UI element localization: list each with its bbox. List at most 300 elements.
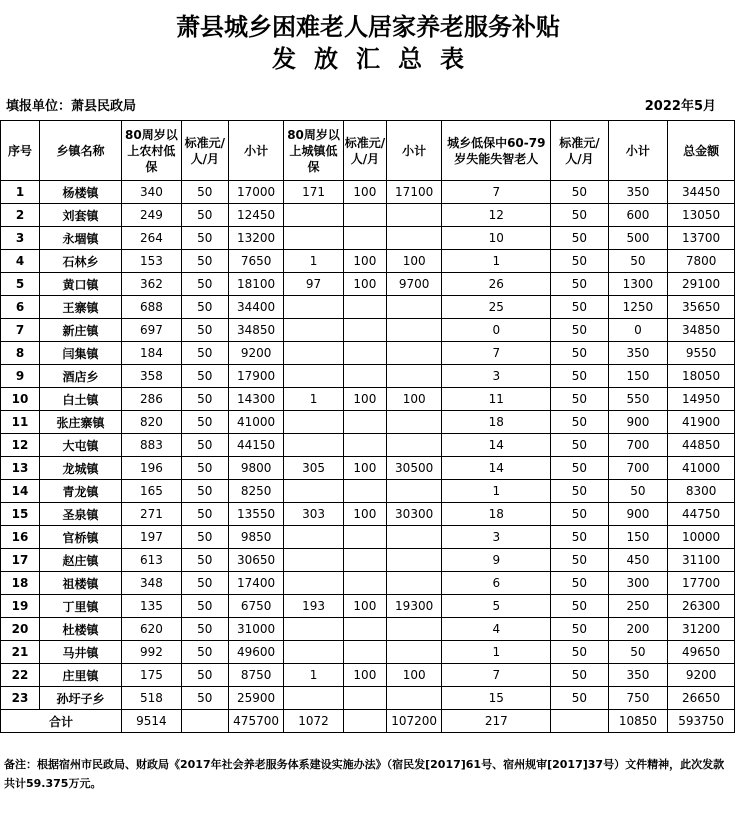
cell-disabled-standard: 50 (551, 296, 608, 319)
cell-rural-80plus: 820 (122, 411, 182, 434)
cell-disabled-standard: 50 (551, 687, 608, 710)
table-row (1, 572, 735, 595)
cell-serial-number: 6 (1, 296, 40, 319)
cell-rural-80plus: 348 (122, 572, 182, 595)
cell-disabled-subtotal: 50 (608, 480, 668, 503)
cell-rural-subtotal: 14300 (228, 388, 283, 411)
cell-total-amount: 49650 (668, 641, 735, 664)
cell-urban-standard: 100 (343, 457, 386, 480)
cell-rural-subtotal: 13550 (228, 503, 283, 526)
cell-disabled-subtotal: 200 (608, 618, 668, 641)
cell-rural-80plus: 175 (122, 664, 182, 687)
report-date: 2022年5月 (644, 99, 716, 114)
cell-urban-standard (343, 549, 386, 572)
cell-disabled-subtotal: 300 (608, 572, 668, 595)
cell-rural-subtotal: 9800 (228, 457, 283, 480)
cell-urban-80plus (284, 204, 344, 227)
cell-serial-number: 13 (1, 457, 40, 480)
cell-town-name: 白土镇 (40, 388, 122, 411)
table-row (1, 549, 735, 572)
cell-disabled-subtotal: 150 (608, 365, 668, 388)
cell-urban-subtotal (386, 480, 441, 503)
cell-serial-number: 1 (1, 181, 40, 204)
cell-disabled-subtotal: 900 (608, 411, 668, 434)
total-rural-80plus: 9514 (122, 710, 182, 733)
cell-rural-80plus: 184 (122, 342, 182, 365)
cell-serial-number: 5 (1, 273, 40, 296)
cell-urban-80plus (284, 342, 344, 365)
cell-disabled-standard: 50 (551, 250, 608, 273)
cell-rural-standard: 50 (181, 572, 228, 595)
cell-rural-subtotal: 18100 (228, 273, 283, 296)
cell-rural-subtotal: 44150 (228, 434, 283, 457)
cell-urban-80plus (284, 572, 344, 595)
total-urban-standard (343, 710, 386, 733)
cell-urban-80plus: 1 (284, 664, 344, 687)
cell-urban-subtotal (386, 618, 441, 641)
cell-urban-standard: 100 (343, 250, 386, 273)
header-total-amount: 总金额 (668, 121, 735, 181)
cell-rural-80plus: 620 (122, 618, 182, 641)
cell-urban-standard (343, 227, 386, 250)
cell-serial-number: 8 (1, 342, 40, 365)
cell-rural-80plus: 249 (122, 204, 182, 227)
cell-disabled-standard: 50 (551, 411, 608, 434)
cell-town-name: 官桥镇 (40, 526, 122, 549)
header-urban-standard: 标准元/人/月 (343, 121, 386, 181)
cell-rural-80plus: 286 (122, 388, 182, 411)
cell-disabled-60-79: 1 (442, 250, 551, 273)
cell-disabled-60-79: 25 (442, 296, 551, 319)
document-subtitle: 发放汇总表 (272, 44, 482, 73)
cell-disabled-subtotal: 750 (608, 687, 668, 710)
cell-disabled-60-79: 5 (442, 595, 551, 618)
cell-disabled-60-79: 14 (442, 457, 551, 480)
cell-rural-80plus: 197 (122, 526, 182, 549)
cell-rural-subtotal: 6750 (228, 595, 283, 618)
table-row (1, 273, 735, 296)
cell-total-amount: 13700 (668, 227, 735, 250)
total-urban-subtotal: 107200 (386, 710, 441, 733)
cell-disabled-subtotal: 0 (608, 319, 668, 342)
cell-urban-standard: 100 (343, 388, 386, 411)
cell-rural-subtotal: 34400 (228, 296, 283, 319)
cell-rural-subtotal: 7650 (228, 250, 283, 273)
cell-serial-number: 2 (1, 204, 40, 227)
cell-rural-standard: 50 (181, 296, 228, 319)
table-row (1, 181, 735, 204)
cell-serial-number: 18 (1, 572, 40, 595)
cell-rural-subtotal: 41000 (228, 411, 283, 434)
cell-disabled-standard: 50 (551, 457, 608, 480)
cell-disabled-60-79: 18 (442, 503, 551, 526)
cell-disabled-subtotal: 900 (608, 503, 668, 526)
cell-rural-standard: 50 (181, 641, 228, 664)
header-rural-80plus: 80周岁以上农村低保 (122, 121, 182, 181)
total-row (1, 710, 735, 733)
cell-urban-standard (343, 618, 386, 641)
cell-urban-subtotal: 100 (386, 250, 441, 273)
cell-serial-number: 19 (1, 595, 40, 618)
cell-rural-standard: 50 (181, 664, 228, 687)
cell-town-name: 新庄镇 (40, 319, 122, 342)
cell-disabled-standard: 50 (551, 388, 608, 411)
table-row (1, 411, 735, 434)
total-urban-80plus: 1072 (284, 710, 344, 733)
cell-town-name: 孙圩子乡 (40, 687, 122, 710)
header-disabled-standard: 标准元/人/月 (551, 121, 608, 181)
cell-urban-standard: 100 (343, 595, 386, 618)
cell-total-amount: 34450 (668, 181, 735, 204)
cell-rural-standard: 50 (181, 411, 228, 434)
total-disabled-standard (551, 710, 608, 733)
cell-urban-subtotal (386, 319, 441, 342)
subsidy-summary-table (0, 120, 735, 733)
cell-rural-standard: 50 (181, 204, 228, 227)
cell-disabled-subtotal: 600 (608, 204, 668, 227)
cell-rural-80plus: 362 (122, 273, 182, 296)
cell-disabled-subtotal: 350 (608, 664, 668, 687)
cell-town-name: 圣泉镇 (40, 503, 122, 526)
cell-total-amount: 31100 (668, 549, 735, 572)
cell-disabled-60-79: 1 (442, 480, 551, 503)
table-row (1, 365, 735, 388)
cell-urban-subtotal (386, 342, 441, 365)
cell-serial-number: 20 (1, 618, 40, 641)
header-disabled-60-79: 城乡低保中60-79岁失能失智老人 (442, 121, 551, 181)
cell-urban-standard: 100 (343, 664, 386, 687)
cell-disabled-60-79: 3 (442, 526, 551, 549)
cell-serial-number: 22 (1, 664, 40, 687)
cell-disabled-subtotal: 150 (608, 526, 668, 549)
cell-serial-number: 16 (1, 526, 40, 549)
cell-town-name: 大屯镇 (40, 434, 122, 457)
cell-rural-standard: 50 (181, 687, 228, 710)
cell-disabled-60-79: 7 (442, 342, 551, 365)
table-row (1, 595, 735, 618)
cell-urban-standard (343, 319, 386, 342)
cell-disabled-60-79: 6 (442, 572, 551, 595)
cell-town-name: 王寨镇 (40, 296, 122, 319)
cell-rural-80plus: 196 (122, 457, 182, 480)
cell-total-amount: 17700 (668, 572, 735, 595)
cell-serial-number: 7 (1, 319, 40, 342)
header-urban-subtotal: 小计 (386, 121, 441, 181)
cell-urban-80plus: 171 (284, 181, 344, 204)
cell-disabled-subtotal: 1250 (608, 296, 668, 319)
cell-town-name: 刘套镇 (40, 204, 122, 227)
cell-rural-standard: 50 (181, 457, 228, 480)
cell-serial-number: 12 (1, 434, 40, 457)
cell-disabled-60-79: 15 (442, 687, 551, 710)
cell-total-amount: 41900 (668, 411, 735, 434)
cell-rural-80plus: 992 (122, 641, 182, 664)
cell-disabled-subtotal: 50 (608, 641, 668, 664)
cell-urban-subtotal: 9700 (386, 273, 441, 296)
cell-disabled-subtotal: 700 (608, 434, 668, 457)
cell-disabled-standard: 50 (551, 549, 608, 572)
cell-town-name: 杜楼镇 (40, 618, 122, 641)
cell-urban-standard (343, 526, 386, 549)
cell-total-amount: 8300 (668, 480, 735, 503)
cell-disabled-standard: 50 (551, 319, 608, 342)
cell-urban-subtotal: 100 (386, 664, 441, 687)
cell-total-amount: 44850 (668, 434, 735, 457)
cell-rural-standard: 50 (181, 273, 228, 296)
cell-serial-number: 9 (1, 365, 40, 388)
cell-rural-standard: 50 (181, 319, 228, 342)
cell-urban-80plus (284, 434, 344, 457)
header-disabled-subtotal: 小计 (608, 121, 668, 181)
cell-rural-standard: 50 (181, 480, 228, 503)
cell-disabled-standard: 50 (551, 572, 608, 595)
cell-town-name: 张庄寨镇 (40, 411, 122, 434)
cell-disabled-standard: 50 (551, 434, 608, 457)
cell-total-amount: 7800 (668, 250, 735, 273)
cell-rural-standard: 50 (181, 595, 228, 618)
cell-disabled-60-79: 12 (442, 204, 551, 227)
table-row (1, 664, 735, 687)
cell-disabled-standard: 50 (551, 503, 608, 526)
cell-rural-80plus: 697 (122, 319, 182, 342)
cell-rural-80plus: 883 (122, 434, 182, 457)
cell-urban-standard (343, 204, 386, 227)
cell-rural-subtotal: 17000 (228, 181, 283, 204)
cell-urban-standard (343, 480, 386, 503)
table-row (1, 618, 735, 641)
cell-town-name: 祖楼镇 (40, 572, 122, 595)
cell-disabled-subtotal: 350 (608, 342, 668, 365)
cell-urban-80plus (284, 641, 344, 664)
cell-disabled-standard: 50 (551, 227, 608, 250)
cell-disabled-60-79: 10 (442, 227, 551, 250)
cell-serial-number: 17 (1, 549, 40, 572)
cell-urban-standard (343, 342, 386, 365)
cell-disabled-standard: 50 (551, 181, 608, 204)
cell-rural-standard: 50 (181, 503, 228, 526)
cell-urban-subtotal (386, 434, 441, 457)
cell-urban-80plus (284, 687, 344, 710)
cell-rural-standard: 50 (181, 434, 228, 457)
table-row (1, 641, 735, 664)
cell-urban-standard: 100 (343, 503, 386, 526)
table-row (1, 227, 735, 250)
total-rural-standard (181, 710, 228, 733)
cell-rural-subtotal: 13200 (228, 227, 283, 250)
cell-urban-80plus: 1 (284, 250, 344, 273)
cell-disabled-60-79: 14 (442, 434, 551, 457)
cell-rural-subtotal: 34850 (228, 319, 283, 342)
cell-urban-80plus (284, 227, 344, 250)
cell-disabled-standard: 50 (551, 480, 608, 503)
total-label: 合计 (1, 710, 122, 733)
table-row (1, 342, 735, 365)
cell-total-amount: 35650 (668, 296, 735, 319)
cell-disabled-standard: 50 (551, 664, 608, 687)
cell-urban-standard (343, 296, 386, 319)
cell-disabled-subtotal: 700 (608, 457, 668, 480)
cell-disabled-60-79: 9 (442, 549, 551, 572)
cell-rural-subtotal: 9850 (228, 526, 283, 549)
cell-rural-standard: 50 (181, 342, 228, 365)
cell-serial-number: 21 (1, 641, 40, 664)
cell-rural-standard: 50 (181, 181, 228, 204)
cell-serial-number: 10 (1, 388, 40, 411)
cell-urban-subtotal (386, 641, 441, 664)
cell-disabled-60-79: 7 (442, 181, 551, 204)
cell-disabled-60-79: 26 (442, 273, 551, 296)
cell-disabled-standard: 50 (551, 365, 608, 388)
cell-total-amount: 14950 (668, 388, 735, 411)
cell-town-name: 黄口镇 (40, 273, 122, 296)
cell-rural-subtotal: 49600 (228, 641, 283, 664)
cell-disabled-standard: 50 (551, 342, 608, 365)
cell-town-name: 石林乡 (40, 250, 122, 273)
table-row (1, 296, 735, 319)
table-row (1, 687, 735, 710)
cell-urban-subtotal (386, 227, 441, 250)
cell-urban-80plus: 305 (284, 457, 344, 480)
table-row (1, 503, 735, 526)
cell-town-name: 闫集镇 (40, 342, 122, 365)
cell-rural-subtotal: 30650 (228, 549, 283, 572)
cell-rural-standard: 50 (181, 618, 228, 641)
cell-total-amount: 18050 (668, 365, 735, 388)
cell-disabled-standard: 50 (551, 641, 608, 664)
cell-town-name: 杨楼镇 (40, 181, 122, 204)
footnote: 备注：根据宿州市民政局、财政局《2017年社会养老服务体系建设实施办法》（宿民发[2017]61号、宿州规审[2017]37号）文件精神，此次发款共计59.375万元。 (4, 758, 725, 790)
cell-town-name: 庄里镇 (40, 664, 122, 687)
cell-town-name: 赵庄镇 (40, 549, 122, 572)
cell-rural-80plus: 340 (122, 181, 182, 204)
cell-disabled-standard: 50 (551, 526, 608, 549)
cell-disabled-standard: 50 (551, 273, 608, 296)
cell-town-name: 丁里镇 (40, 595, 122, 618)
table-body (1, 181, 735, 710)
cell-total-amount: 34850 (668, 319, 735, 342)
cell-urban-80plus (284, 296, 344, 319)
cell-rural-subtotal: 17900 (228, 365, 283, 388)
reporting-unit: 填报单位：萧县民政局 (6, 99, 137, 114)
cell-disabled-subtotal: 50 (608, 250, 668, 273)
cell-town-name: 永堌镇 (40, 227, 122, 250)
cell-rural-standard: 50 (181, 227, 228, 250)
cell-town-name: 马井镇 (40, 641, 122, 664)
cell-urban-subtotal: 100 (386, 388, 441, 411)
header-town-name: 乡镇名称 (40, 121, 122, 181)
cell-urban-subtotal: 30300 (386, 503, 441, 526)
cell-urban-subtotal: 30500 (386, 457, 441, 480)
cell-total-amount: 31200 (668, 618, 735, 641)
cell-urban-subtotal (386, 204, 441, 227)
header-serial-number: 序号 (1, 121, 40, 181)
cell-urban-standard (343, 411, 386, 434)
cell-rural-80plus: 264 (122, 227, 182, 250)
cell-urban-standard (343, 687, 386, 710)
cell-rural-subtotal: 8250 (228, 480, 283, 503)
cell-town-name: 酒店乡 (40, 365, 122, 388)
cell-total-amount: 29100 (668, 273, 735, 296)
cell-urban-80plus (284, 480, 344, 503)
total-disabled-subtotal: 10850 (608, 710, 668, 733)
cell-urban-subtotal (386, 572, 441, 595)
cell-disabled-60-79: 4 (442, 618, 551, 641)
total-total-amount: 593750 (668, 710, 735, 733)
table-row (1, 457, 735, 480)
cell-urban-standard: 100 (343, 181, 386, 204)
cell-disabled-subtotal: 250 (608, 595, 668, 618)
cell-rural-80plus: 613 (122, 549, 182, 572)
cell-rural-80plus: 271 (122, 503, 182, 526)
cell-urban-80plus (284, 618, 344, 641)
cell-rural-standard: 50 (181, 549, 228, 572)
cell-serial-number: 11 (1, 411, 40, 434)
cell-rural-subtotal: 17400 (228, 572, 283, 595)
cell-urban-80plus (284, 365, 344, 388)
cell-urban-80plus (284, 411, 344, 434)
cell-rural-subtotal: 25900 (228, 687, 283, 710)
cell-urban-subtotal (386, 411, 441, 434)
header-urban-80plus: 80周岁以上城镇低保 (284, 121, 344, 181)
cell-rural-subtotal: 31000 (228, 618, 283, 641)
cell-disabled-60-79: 3 (442, 365, 551, 388)
table-row (1, 434, 735, 457)
cell-disabled-subtotal: 500 (608, 227, 668, 250)
cell-urban-80plus: 303 (284, 503, 344, 526)
table-row (1, 319, 735, 342)
cell-urban-80plus: 97 (284, 273, 344, 296)
cell-rural-80plus: 518 (122, 687, 182, 710)
table-header-row (1, 121, 735, 181)
cell-serial-number: 3 (1, 227, 40, 250)
cell-disabled-standard: 50 (551, 204, 608, 227)
cell-urban-80plus (284, 549, 344, 572)
cell-urban-standard: 100 (343, 273, 386, 296)
header-rural-subtotal: 小计 (228, 121, 283, 181)
cell-urban-standard (343, 641, 386, 664)
cell-total-amount: 41000 (668, 457, 735, 480)
cell-urban-subtotal (386, 296, 441, 319)
cell-urban-80plus: 1 (284, 388, 344, 411)
cell-urban-subtotal: 17100 (386, 181, 441, 204)
cell-disabled-standard: 50 (551, 595, 608, 618)
cell-rural-80plus: 153 (122, 250, 182, 273)
cell-serial-number: 23 (1, 687, 40, 710)
cell-rural-subtotal: 8750 (228, 664, 283, 687)
cell-rural-80plus: 688 (122, 296, 182, 319)
cell-rural-standard: 50 (181, 250, 228, 273)
cell-urban-standard (343, 365, 386, 388)
cell-total-amount: 9550 (668, 342, 735, 365)
cell-disabled-standard: 50 (551, 618, 608, 641)
cell-urban-80plus: 193 (284, 595, 344, 618)
cell-disabled-60-79: 1 (442, 641, 551, 664)
cell-town-name: 龙城镇 (40, 457, 122, 480)
cell-urban-80plus (284, 526, 344, 549)
total-disabled-60-79: 217 (442, 710, 551, 733)
header-rural-standard: 标准元/人/月 (181, 121, 228, 181)
cell-urban-standard (343, 434, 386, 457)
cell-serial-number: 15 (1, 503, 40, 526)
cell-urban-subtotal (386, 549, 441, 572)
total-rural-subtotal: 475700 (228, 710, 283, 733)
cell-rural-subtotal: 12450 (228, 204, 283, 227)
cell-rural-80plus: 165 (122, 480, 182, 503)
cell-disabled-subtotal: 350 (608, 181, 668, 204)
document-title: 萧县城乡困难老人居家养老服务补贴 (176, 12, 560, 41)
cell-disabled-60-79: 11 (442, 388, 551, 411)
table-row (1, 526, 735, 549)
